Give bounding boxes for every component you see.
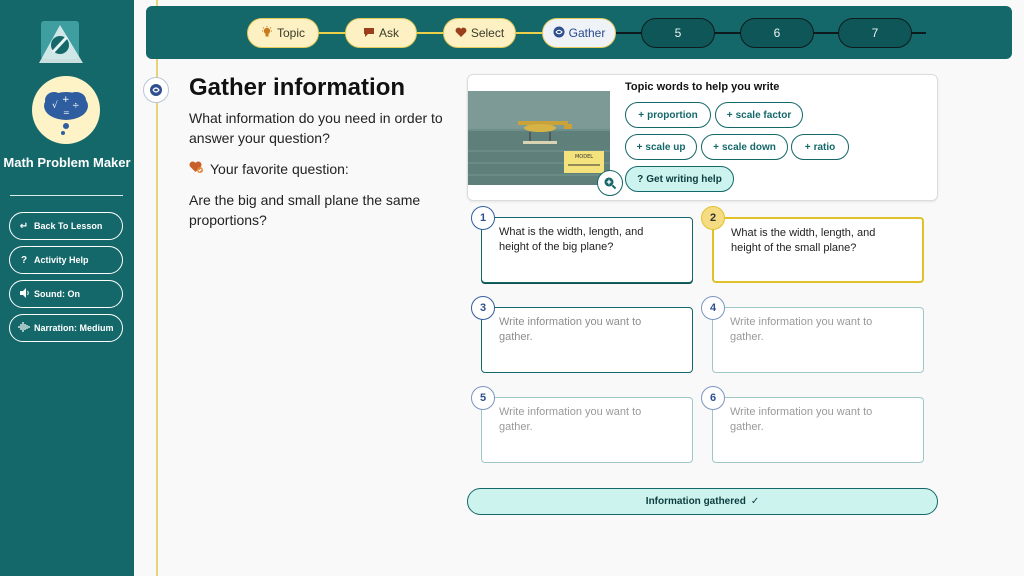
- chip-proportion[interactable]: [625, 102, 711, 128]
- chip-scale-up-label: scale up: [645, 141, 686, 153]
- info-input-4-placeholder: Write information you want to gather.: [730, 316, 873, 343]
- info-input-1[interactable]: [481, 217, 693, 283]
- speech-bubble-icon: [363, 26, 375, 41]
- info-number-6: 6: [701, 386, 725, 410]
- plus-icon: +: [713, 141, 719, 153]
- chip-scale-up[interactable]: [625, 134, 697, 160]
- information-gathered-label: Information gathered: [645, 496, 746, 507]
- lightbulb-icon: [261, 26, 273, 41]
- step-navigation: [146, 6, 1012, 59]
- chip-scale-factor[interactable]: [715, 102, 803, 128]
- info-number-1: 1: [471, 206, 495, 230]
- back-to-lesson-button[interactable]: [9, 212, 123, 240]
- step-5[interactable]: [641, 18, 715, 48]
- info-number-2: 2: [701, 206, 725, 230]
- info-input-1-text: What is the width, length, and height of the big plane?: [499, 226, 644, 253]
- plus-icon: +: [638, 109, 645, 121]
- svg-text:√: √: [52, 101, 58, 111]
- information-gathered-button[interactable]: [467, 488, 938, 515]
- step-connector-completed: [286, 32, 586, 34]
- info-number-5: 5: [471, 386, 495, 410]
- info-number-3: 3: [471, 296, 495, 320]
- narration-label: Narration: Medium: [34, 323, 114, 333]
- step-gather[interactable]: [542, 18, 616, 48]
- plus-icon: +: [804, 141, 811, 153]
- narration-button[interactable]: [9, 314, 123, 342]
- sound-toggle-button[interactable]: [9, 280, 123, 308]
- favorite-question-heading: [189, 160, 349, 177]
- chip-proportion-label: proportion: [647, 109, 698, 121]
- step-6[interactable]: [740, 18, 814, 48]
- zoom-image-button[interactable]: [597, 170, 623, 196]
- info-input-3[interactable]: [481, 307, 693, 373]
- sidebar: [0, 0, 134, 576]
- zoom-in-icon: [603, 176, 617, 190]
- favorite-question-label: Your favorite question:: [210, 160, 349, 177]
- instruction-text: What information do you need in order to answer your question?: [189, 110, 443, 146]
- page-title: Gather information: [189, 74, 406, 101]
- photo-sign-text: MODEL: [574, 154, 594, 160]
- plus-icon: +: [636, 141, 643, 153]
- favorite-question-text: Are the big and small plane the same proportions?: [189, 192, 421, 228]
- chip-scale-down-label: scale down: [721, 141, 776, 153]
- topic-words-title: Topic words to help you write: [625, 81, 780, 93]
- back-arrow-icon: ↵: [19, 220, 29, 232]
- sound-wave-icon: [18, 322, 30, 335]
- question-icon: ?: [637, 173, 644, 185]
- step-topic[interactable]: [247, 18, 319, 48]
- app-title: Math Problem Maker: [3, 155, 131, 170]
- info-input-2-text: What is the width, length, and height of the small plane?: [731, 227, 876, 254]
- app-logo-icon: [39, 19, 91, 65]
- step-7-label: 7: [871, 26, 879, 40]
- step-6-label: 6: [773, 26, 781, 40]
- speaker-icon: [18, 288, 30, 301]
- info-input-6[interactable]: [712, 397, 924, 463]
- chip-scale-factor-label: scale factor: [735, 109, 792, 121]
- math-brain-icon: [32, 76, 100, 144]
- chip-ratio[interactable]: [791, 134, 849, 160]
- back-to-lesson-label: Back To Lesson: [34, 221, 103, 231]
- step-7[interactable]: [838, 18, 912, 48]
- step-ask[interactable]: [345, 18, 417, 48]
- info-input-5-placeholder: Write information you want to gather.: [499, 406, 642, 433]
- svg-text:=: =: [63, 108, 70, 117]
- step-select-label: Select: [470, 26, 505, 40]
- step-select[interactable]: [443, 18, 516, 48]
- get-writing-help-label: Get writing help: [646, 173, 722, 185]
- activity-help-button[interactable]: [9, 246, 123, 274]
- svg-text:+: +: [62, 95, 70, 105]
- info-input-2[interactable]: [712, 217, 924, 283]
- check-icon: ✓: [750, 496, 760, 507]
- chip-ratio-label: ratio: [813, 141, 836, 153]
- chip-scale-down[interactable]: [701, 134, 788, 160]
- info-input-3-placeholder: Write information you want to gather.: [499, 316, 642, 343]
- step-gather-label: Gather: [568, 26, 606, 40]
- topic-words-card: [467, 74, 938, 201]
- info-input-5[interactable]: [481, 397, 693, 463]
- gather-icon: [553, 26, 565, 41]
- svg-text:÷: ÷: [72, 101, 80, 111]
- seaplane-photo: [468, 91, 610, 185]
- info-number-4: 4: [701, 296, 725, 320]
- heart-check-icon: [455, 26, 467, 41]
- question-icon: ?: [20, 254, 28, 266]
- get-writing-help-button[interactable]: [625, 166, 734, 192]
- activity-help-label: Activity Help: [34, 255, 89, 265]
- info-input-6-placeholder: Write information you want to gather.: [730, 406, 873, 433]
- sound-toggle-label: Sound: On: [34, 289, 80, 299]
- plus-icon: +: [726, 109, 733, 121]
- heart-check-icon: [189, 160, 204, 177]
- info-input-4[interactable]: [712, 307, 924, 373]
- step-5-label: 5: [674, 26, 682, 40]
- gather-timeline-icon: [143, 77, 169, 103]
- sidebar-divider: [10, 195, 123, 196]
- step-topic-label: Topic: [276, 26, 305, 40]
- step-ask-label: Ask: [378, 26, 399, 40]
